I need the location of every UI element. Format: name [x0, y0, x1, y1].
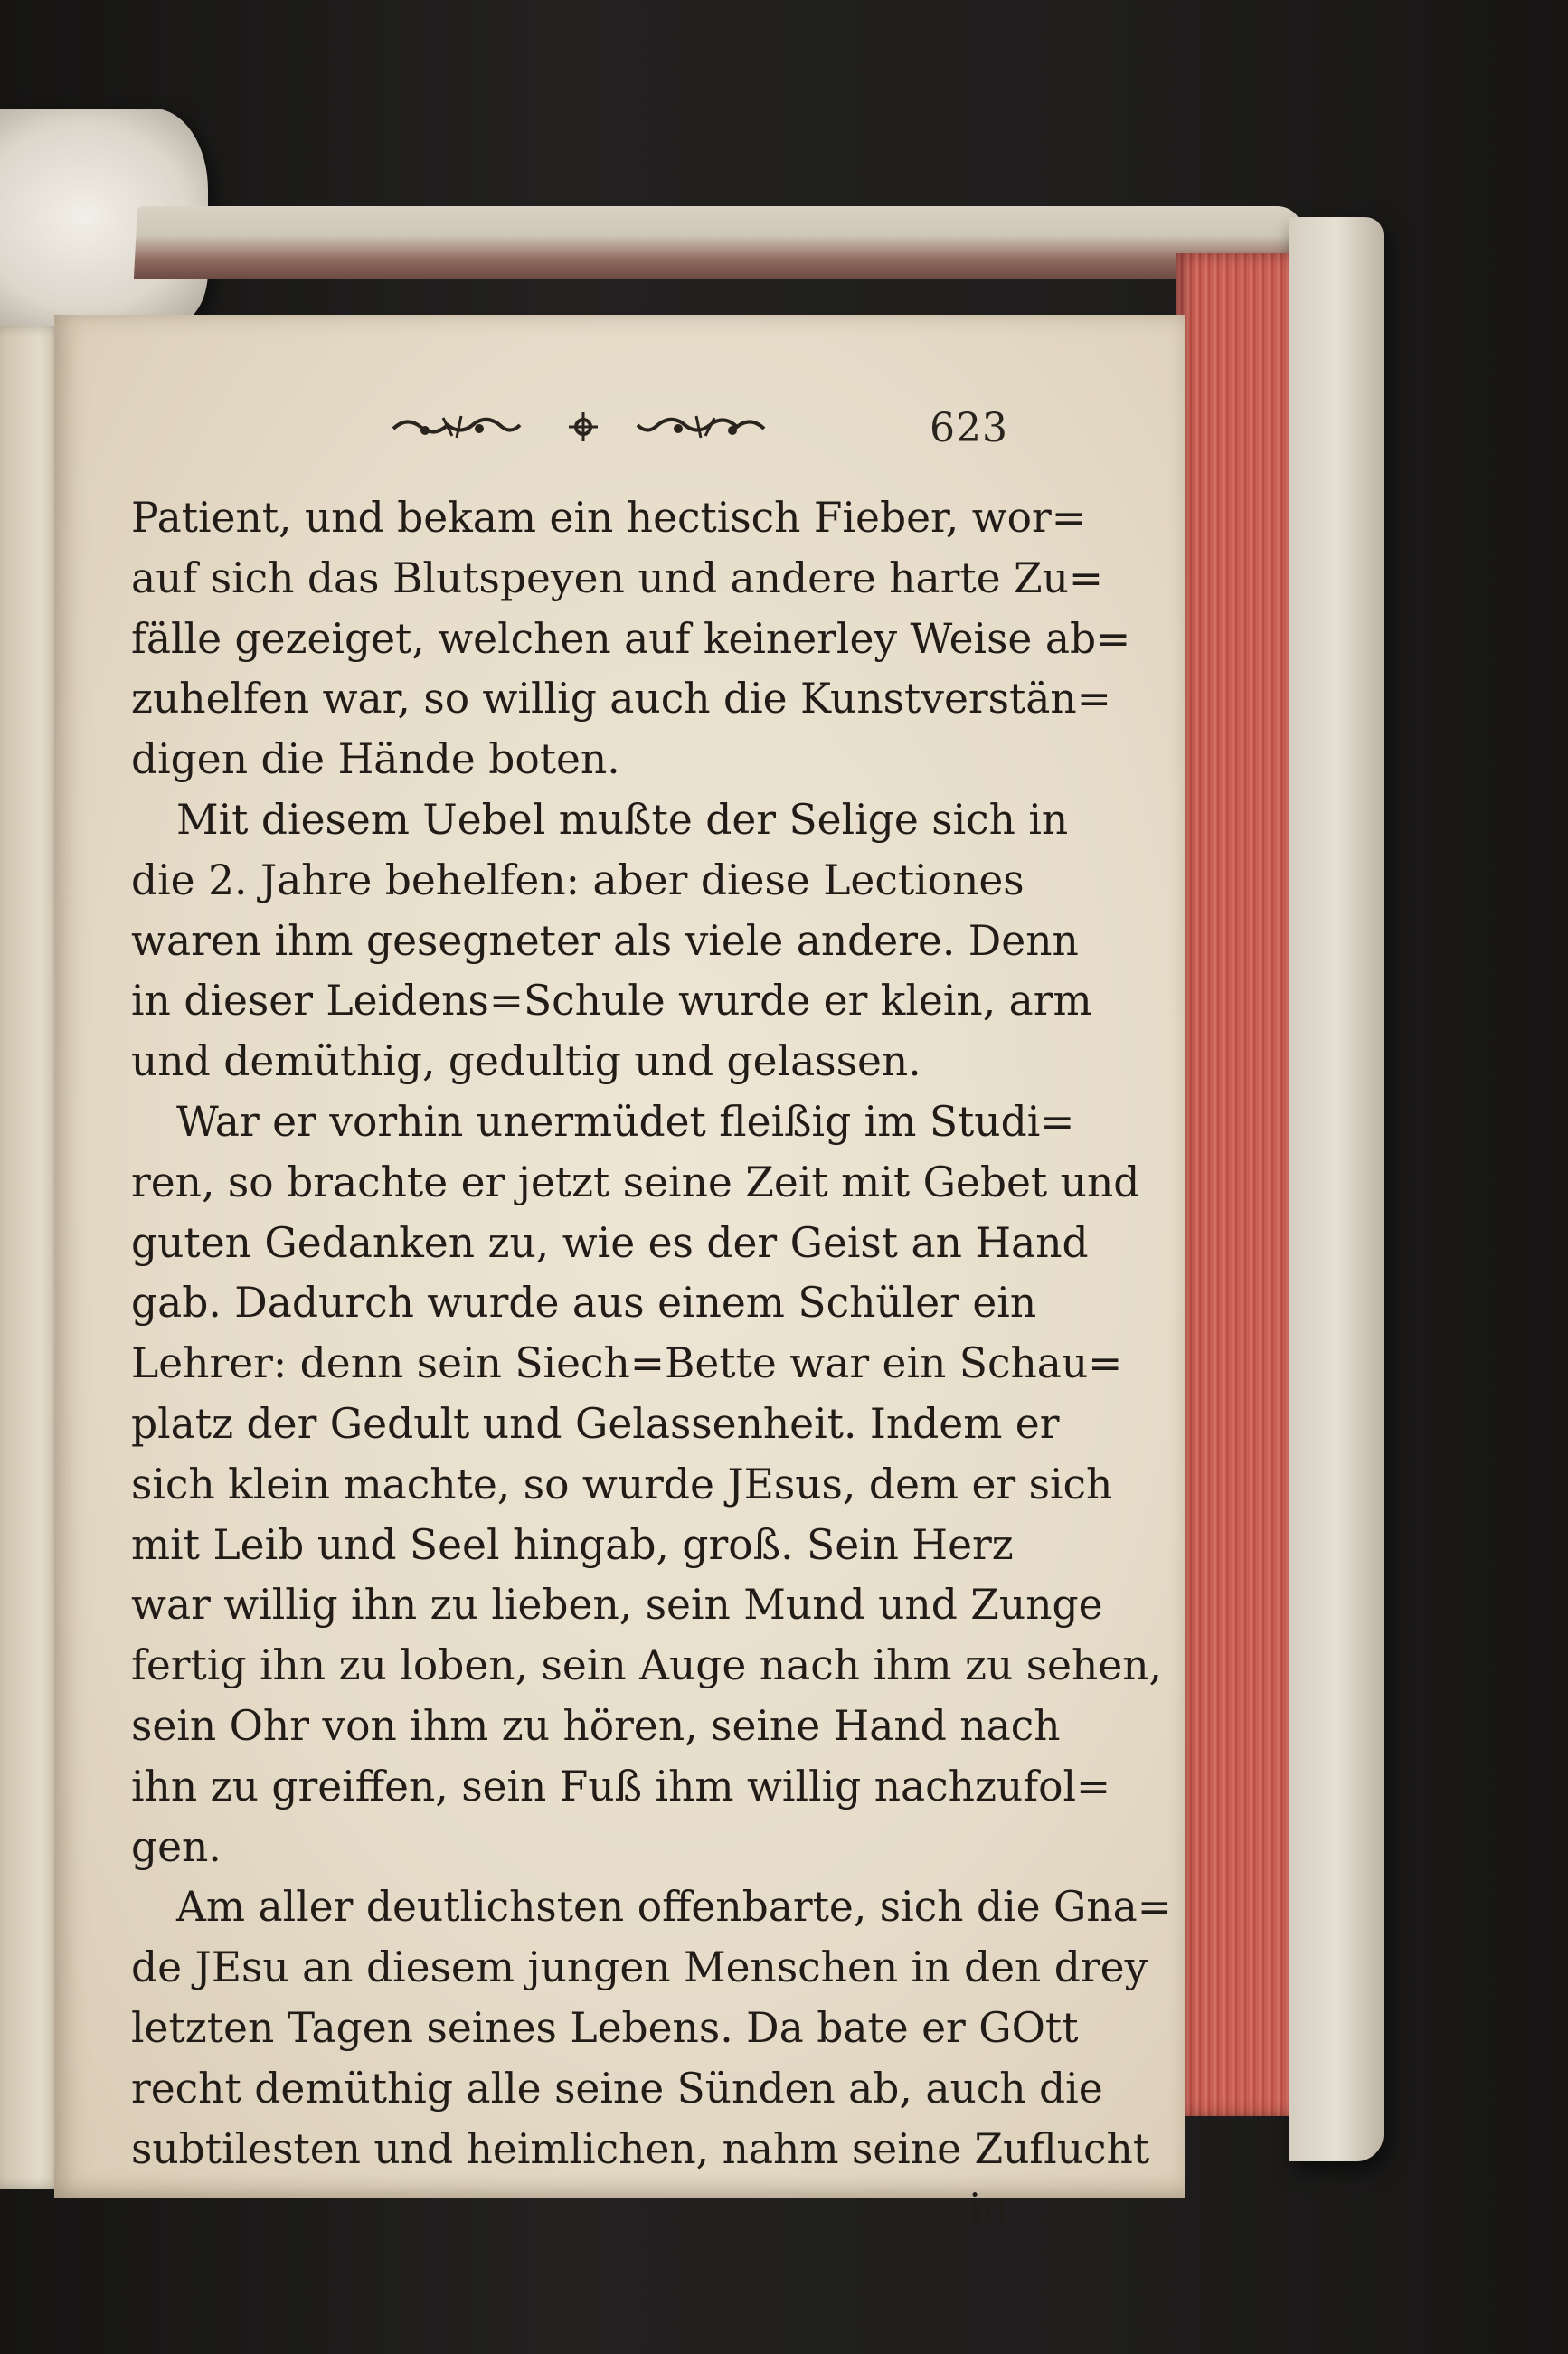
text-line: Am aller deutlichsten offenbarte, sich die Gna=	[176, 1883, 1172, 1932]
text-line: waren ihm gesegneter als viele andere. Denn	[131, 916, 1079, 965]
text-line: die 2. Jahre behelfen: aber diese Lectiones	[131, 856, 1025, 904]
book-top-edge	[134, 206, 1304, 279]
text-line: gab. Dadurch wurde aus einem Schüler ein	[131, 1279, 1037, 1328]
running-head	[371, 405, 1022, 463]
text-line: auf sich das Blutspeyen und andere harte Zu=	[131, 553, 1104, 602]
catchword: in	[968, 2185, 1008, 2234]
text-line: Patient, und bekam ein hectisch Fieber, wor=	[131, 494, 1086, 542]
text-line: gen.	[131, 1822, 222, 1871]
headpiece-ornament-right-icon	[633, 409, 769, 445]
text-line: Mit diesem Uebel mußte der Selige sich in	[176, 795, 1069, 844]
book-cover-edge	[1289, 217, 1384, 2161]
text-line: War er vorhin unermüdet fleißig im Studi=	[176, 1097, 1075, 1146]
text-line: digen die Hände boten.	[131, 735, 620, 784]
paragraph-4	[131, 1877, 1172, 2179]
text-line: fertig ihn zu loben, sein Auge nach ihm zu sehen,	[131, 1641, 1162, 1690]
page-number: 623	[930, 405, 1008, 451]
paragraph-3	[131, 1092, 1162, 1877]
text-line: recht demüthig alle seine Sünden ab, auch die	[131, 2064, 1103, 2113]
text-line: de JEsu an diesem jungen Menschen in den drey	[131, 1943, 1148, 1992]
paragraph-2	[131, 790, 1092, 1092]
red-fore-edge	[1176, 253, 1289, 2116]
paragraph-1	[131, 488, 1131, 790]
text-line: zuhelfen war, so willig auch die Kunstverstän=	[131, 675, 1111, 723]
text-line: Lehrer: denn sein Siech=Bette war ein Schau=	[131, 1339, 1123, 1388]
text-line: platz der Gedult und Gelassenheit. Indem er	[131, 1399, 1060, 1448]
text-line: ren, so brachte er jetzt seine Zeit mit Gebet und	[131, 1158, 1140, 1206]
text-line: ihn zu greiffen, sein Fuß ihm willig nachzufol=	[131, 1762, 1111, 1810]
headpiece-ornament-left-icon	[389, 409, 524, 445]
text-line: und demüthig, gedultig und gelassen.	[131, 1037, 921, 1086]
text-line: subtilesten und heimlichen, nahm seine Zuflucht	[131, 2124, 1150, 2173]
text-line: guten Gedanken zu, wie es der Geist an Hand	[131, 1218, 1089, 1267]
text-line: mit Leib und Seel hingab, groß. Sein Herz	[131, 1520, 1014, 1569]
text-line: in dieser Leidens=Schule wurde er klein, arm	[131, 977, 1092, 1026]
text-line: war willig ihn zu lieben, sein Mund und Zunge	[131, 1581, 1103, 1630]
headpiece-ornament-center-icon	[565, 409, 601, 445]
text-line: fälle gezeiget, welchen auf keinerley Weise ab=	[131, 614, 1131, 663]
body-text	[131, 488, 1172, 2240]
text-line: sich klein machte, so wurde JEsus, dem er sich	[131, 1460, 1113, 1508]
text-line: letzten Tagen seines Lebens. Da bate er GOtt	[131, 2003, 1079, 2052]
text-line: sein Ohr von ihm zu hören, seine Hand nach	[131, 1701, 1061, 1750]
